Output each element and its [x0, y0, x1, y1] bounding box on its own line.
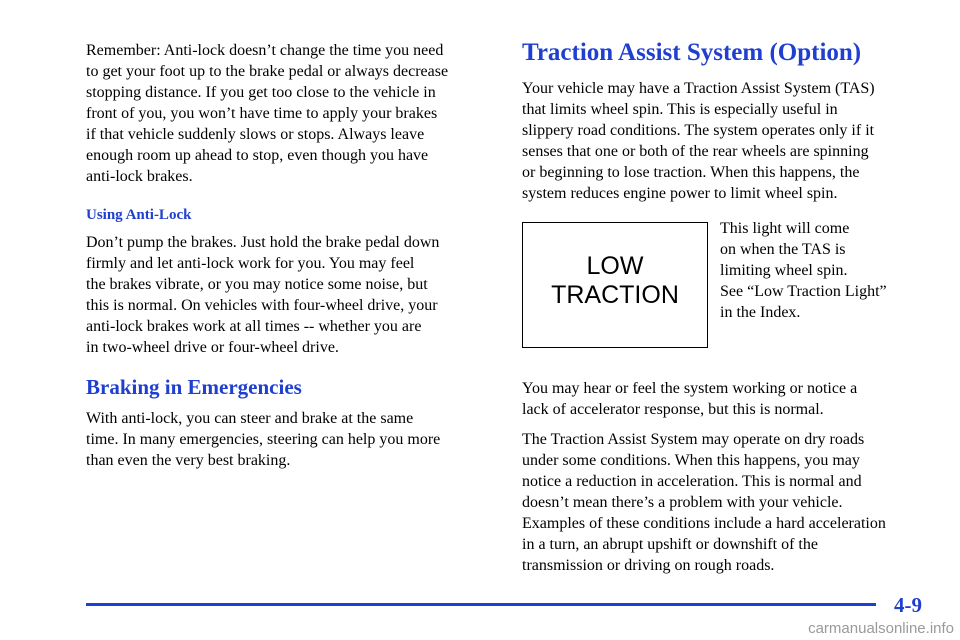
left-column	[86, 40, 496, 471]
emergency-braking-paragraph: With anti-lock, you can steer and brake at the same time. In many emergencies, steering can help you more than even the very best braking.	[86, 410, 441, 469]
traction-assist-heading: Traction Assist System (Option)	[522, 39, 862, 66]
tas-dry-roads-paragraph: The Traction Assist System may operate on dry roads under some conditions. When this happens, you may notice a reduction in acceleration. This is normal and doesn’t mean there’s a problem with your vehicle. Examples of these conditions include a hard acceleration in a turn, an abrupt upshift or downshift of the transmission or driving on rough roads.	[522, 431, 886, 574]
indicator-caption: This light will come on when the TAS is limiting wheel spin. See “Low Traction Light” in the Index.	[720, 220, 887, 321]
tas-intro-paragraph: Your vehicle may have a Traction Assist System (TAS) that limits wheel spin. This is especially useful in slippery road conditions. The system operates only if it senses that one or both of the rear wheels are spinning or beginning to lose traction. When this happens, the system reduces engine power to limit wheel spin.	[522, 80, 875, 202]
indicator-figure	[522, 218, 932, 378]
antilock-reminder-paragraph: Remember: Anti-lock doesn’t change the time you need to get your foot up to the brake pedal or always decrease stopping distance. If you get too close to the vehicle in front of you, you won’t have time to apply your brakes if that vehicle suddenly slows or stops. Always leave enough room up ahead to stop, even though you have anti-lock brakes.	[86, 42, 449, 185]
right-column	[522, 40, 932, 576]
braking-emergencies-heading: Braking in Emergencies	[86, 375, 302, 399]
footer-rule	[86, 603, 876, 606]
indicator-text-traction: TRACTION	[551, 281, 679, 309]
tas-feel-paragraph: You may hear or feel the system working or notice a lack of accelerator response, but this is normal.	[522, 380, 858, 418]
indicator-text-low: LOW	[586, 252, 644, 280]
low-traction-light-icon	[522, 222, 708, 348]
using-antilock-subheading: Using Anti-Lock	[86, 207, 192, 223]
antilock-usage-paragraph: Don’t pump the brakes. Just hold the brake pedal down firmly and let anti-lock work for you. You may feel the brakes vibrate, or you may notice some noise, but this is normal. On vehicles with four-wheel drive, your anti-lock brakes work at all times -- whether you are in two-wheel drive or four-wheel drive.	[86, 234, 440, 356]
page-number: 4-9	[894, 593, 922, 617]
watermark-text: carmanualsonline.info	[808, 620, 954, 637]
